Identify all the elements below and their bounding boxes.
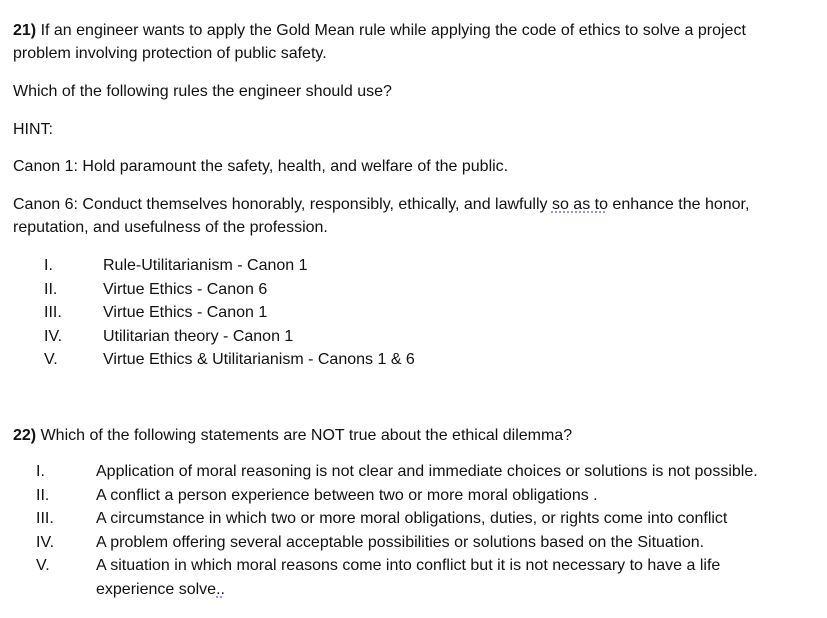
option-number: II.: [36, 486, 50, 504]
option-text: A circumstance in which two or more moral obligations, duties, or rights come into conflict: [96, 510, 728, 527]
question-22-number: 22): [13, 427, 37, 444]
question-22: [13, 424, 813, 447]
option-number: V.: [36, 557, 50, 574]
question-22-text: Which of the following statements are NOT true about the ethical dilemma?: [36, 427, 573, 444]
option-text-line1: A situation in which moral reasons come into conflict but it is not necessary to have a life: [96, 557, 721, 574]
option-number: III.: [44, 304, 62, 321]
option-number: I.: [36, 463, 45, 480]
option-text: A conflict a person experience between two or more moral obligations .: [96, 486, 598, 504]
question-21-text-line2: problem involving protection of public safety.: [13, 45, 327, 62]
canon-1-text: Canon 1: Hold paramount the safety, health, and welfare of the public.: [13, 158, 509, 175]
question-21-number: 21): [13, 22, 37, 39]
option-text: Virtue Ethics - Canon 1: [103, 304, 268, 321]
option-number: V.: [44, 351, 58, 368]
option-number: IV.: [44, 327, 63, 345]
option-text-line2: experience solve: [96, 580, 217, 598]
option-text: Virtue Ethics - Canon 6: [103, 280, 268, 298]
option-number: I.: [44, 257, 53, 274]
option-text: Utilitarian theory - Canon 1: [103, 327, 294, 345]
option-text: Virtue Ethics & Utilitarianism - Canons 1 & 6: [103, 351, 415, 368]
hint-label: HINT:: [13, 121, 53, 138]
question-21-text-line1: If an engineer wants to apply the Gold Mean rule while applying the code of ethics to solve a project: [36, 22, 746, 39]
option-text: [96, 554, 720, 601]
canon-6-line1-a: Canon 6: Conduct themselves honorably, responsibly, ethically, and lawfully: [13, 196, 552, 213]
option-text: A problem offering several acceptable possibilities or solutions based on the Situation.: [96, 533, 705, 551]
question-21: [13, 19, 813, 65]
canon-6-proofing-mark: so as to: [551, 196, 608, 213]
option-text: Rule-Utilitarianism - Canon 1: [103, 257, 308, 274]
option-number: III.: [36, 510, 54, 527]
canon-6-text: [13, 193, 813, 239]
option-text: Application of moral reasoning is not clear and immediate choices or solutions is not possible.: [96, 463, 758, 480]
question-21-prompt: Which of the following rules the engineer should use?: [13, 83, 392, 100]
proofing-mark: ..: [216, 580, 225, 598]
canon-6-line2: reputation, and usefulness of the profession.: [13, 219, 328, 236]
option-number: IV.: [36, 533, 55, 551]
canon-6-line1-b: enhance the honor,: [607, 196, 750, 213]
option-number: II.: [44, 280, 58, 298]
